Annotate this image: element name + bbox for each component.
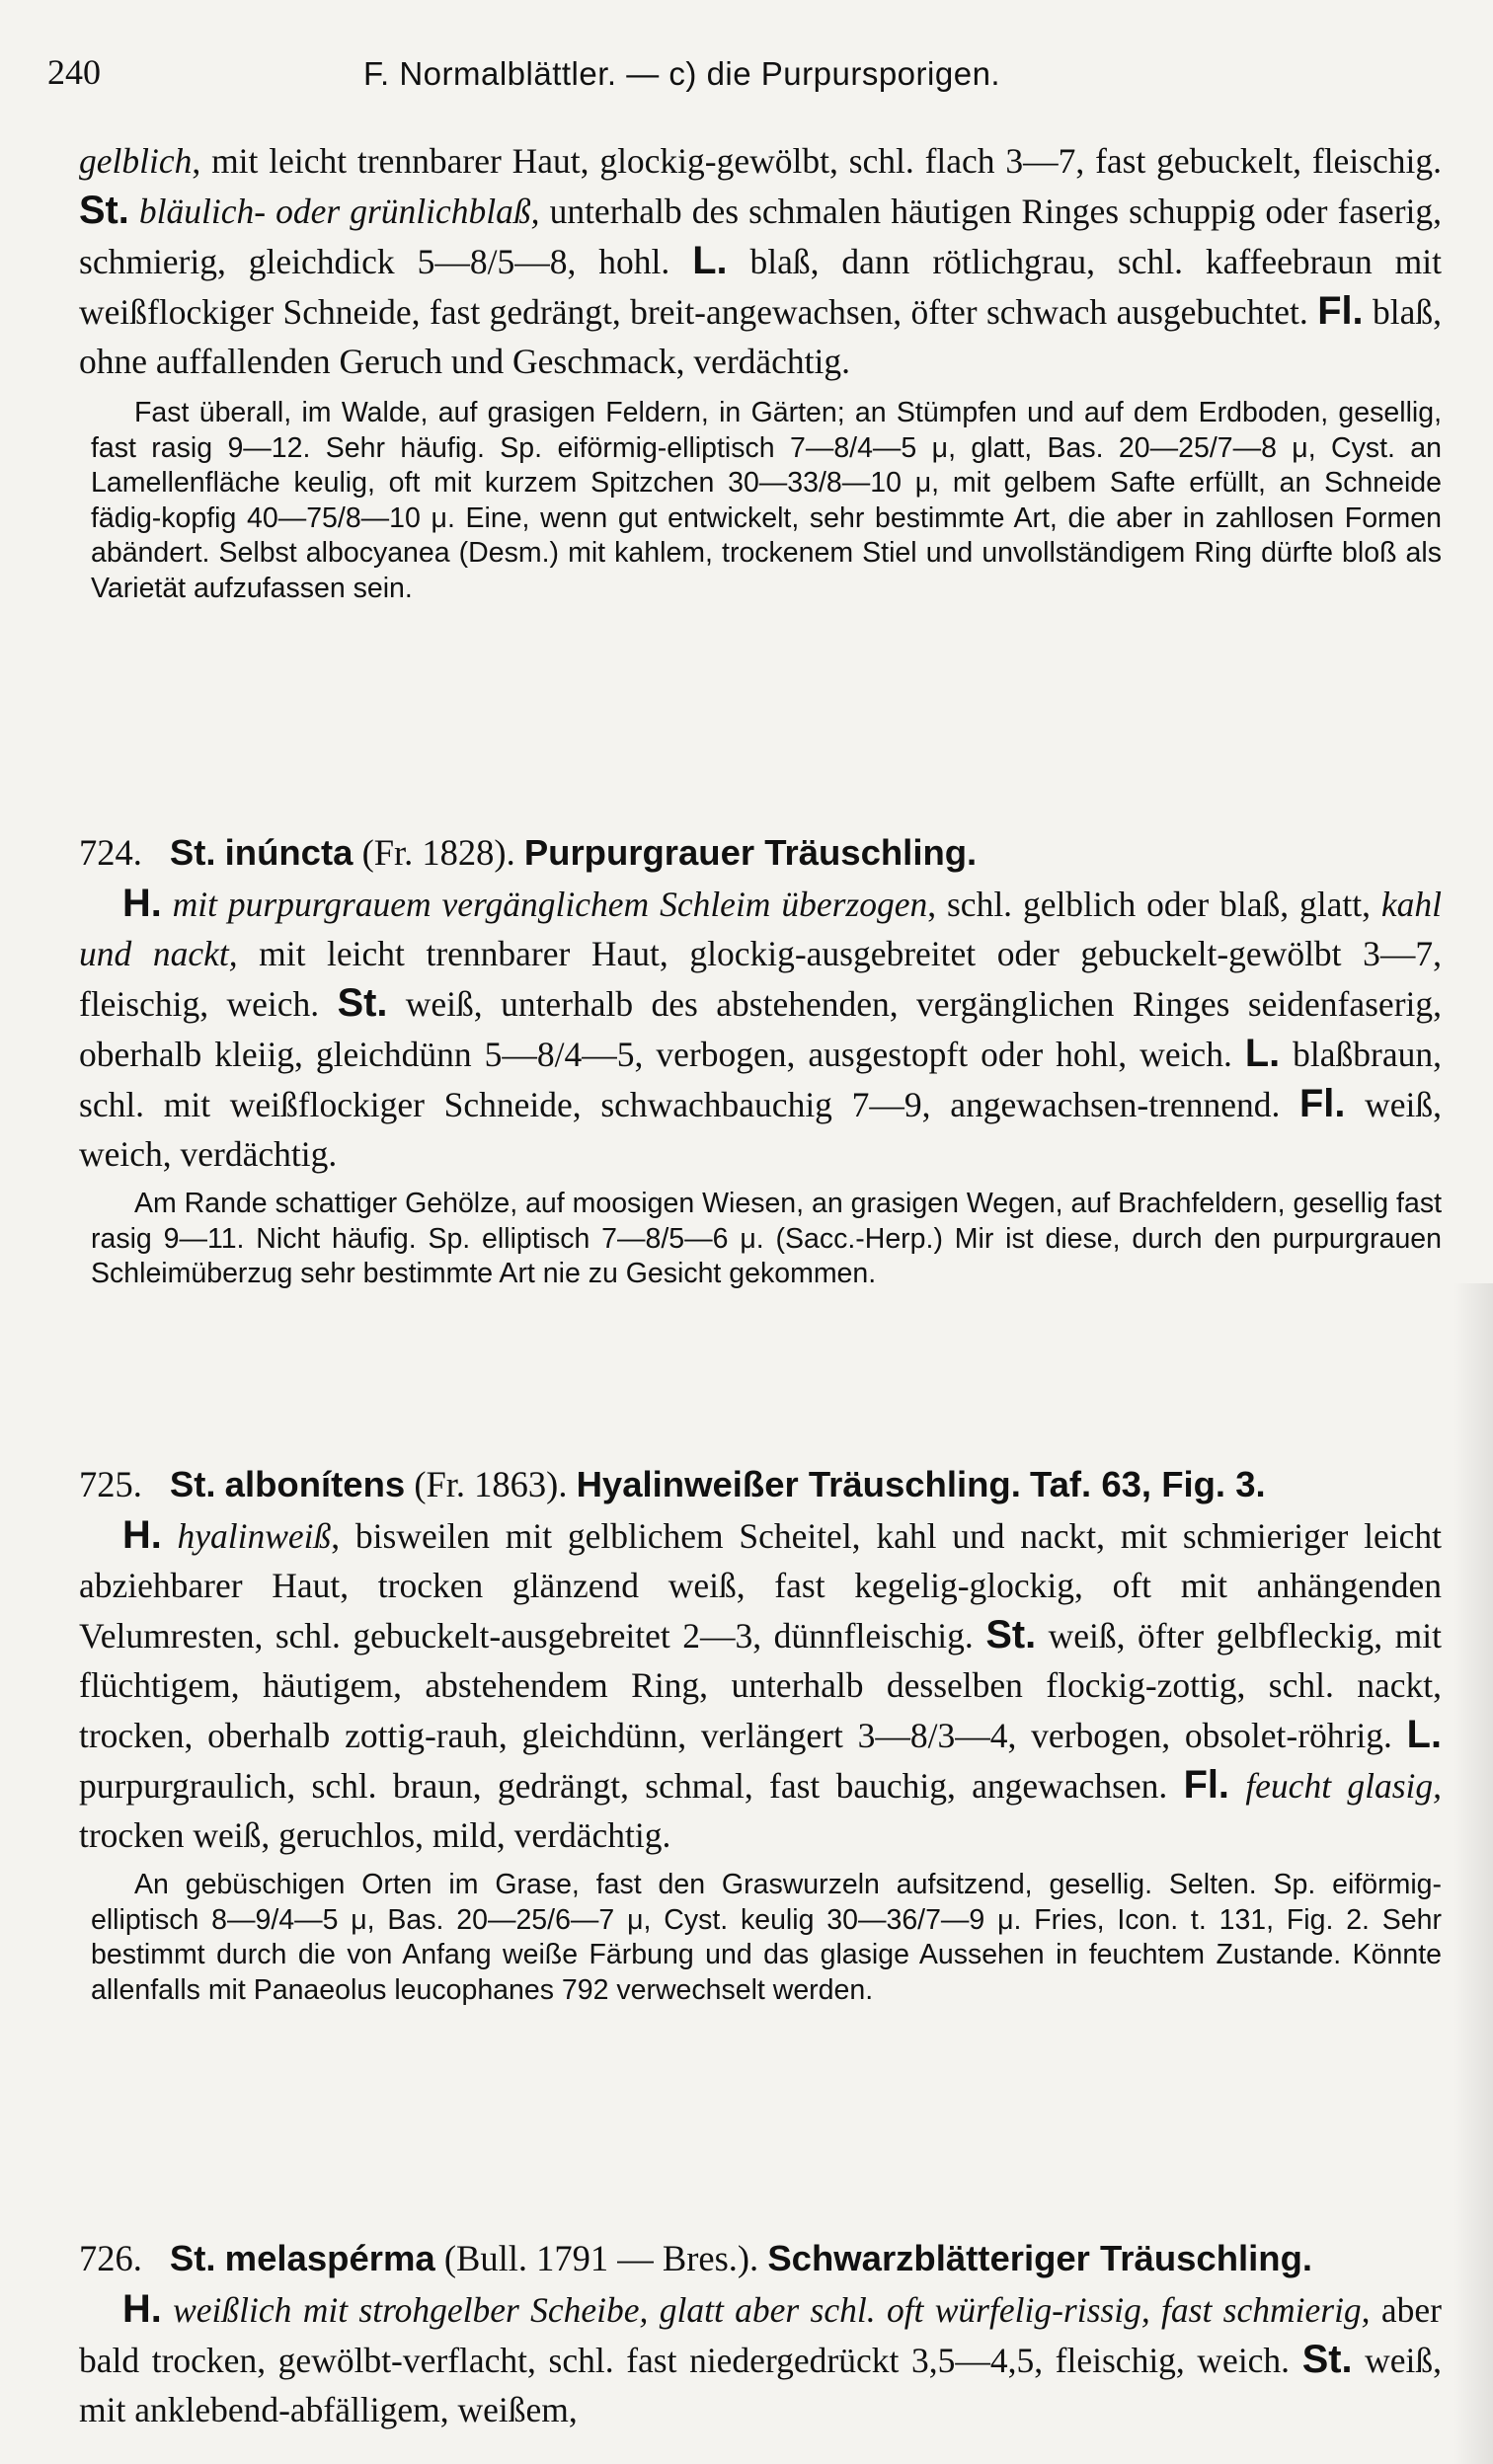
continued-description [79,136,1442,386]
authority: (Fr. 1863). [414,1464,568,1504]
gills-label: L. [692,239,728,282]
cap-description-italic: gelblich [79,141,193,181]
cap-description-italic: mit purpurgrauem vergänglichem Schleim überzogen [172,885,928,924]
entry-724 [79,827,1442,1292]
entry-description [79,1510,1442,1860]
gills-description: blaßbraun, schl. mit weißflockiger Schneide, schwachbauchig 7—9, angewachsen-trennend. [79,1035,1443,1124]
genus: St. [169,1464,216,1504]
cap-description-italic-2: kahl und nackt, [79,885,1442,973]
entry-note: An gebüschigen Orten im Grase, fast den Graswurzeln aufsitzend, gesellig. Selten. Sp. eiförmig-elliptisch 8—9/4—5 μ, Bas. 20—25/6—7 μ, Cyst. keulig 30—36/7—9 μ. Fries, Icon. t. 131, Fig. 2. Sehr bestimmt durch die von Anfang weiße Färbung und das glasige Aussehen in feuchtem Zustande. Könnte allenfalls mit Panaeolus leucophanes 792 verwechselt werden. [91,1869,1442,2006]
cap-description: , bisweilen mit gelblichem Scheitel, kahl und nackt, mit schmieriger leicht abziehbarer Haut, trocken glänzend weiß, fast kegelig-glockig, oft mit anhängenden Velumresten, schl. gebuckelt-ausgebreitet 2—3, dünnfleischig. [79,1516,1442,1656]
continued-entry [79,136,1442,606]
stem-label: St. [1301,2338,1353,2381]
entry-number: 724. [79,832,142,873]
cap-label: H. [122,1513,162,1557]
entry-description [79,2284,1442,2434]
species-name: melaspérma [224,2238,435,2278]
flesh-description: blaß, ohne auffallenden Geruch und Geschmack, verdächtig. [79,292,1443,381]
entry-726 [79,2233,1442,2434]
cap-description: aber bald trocken, gewölbt-verflacht, schl. fast niedergedrückt 3,5—4,5, fleischig, weich. [79,2290,1442,2380]
continued-note: Fast überall, im Walde, auf grasigen Feldern, in Gärten; an Stümpfen und auf dem Erdboden, gesellig, fast rasig 9—12. Sehr häufig. Sp. eiförmig-elliptisch 7—8/4—5 μ, glatt, Bas. 20—25/7—8 μ, Cyst. an Lamellenfläche keulig, oft mit kurzem Spitzchen 30—33/8—10 μ, mit gelbem Safte erfüllt, an Schneide fädig-kopfig 40—75/8—10 μ. Eine, wenn gut entwickelt, sehr bestimmte Art, die aber in zahllosen Formen abändert. Selbst albocyanea (Desm.) mit kahlem, trockenem Stiel und unvollständigem Ring dürfte bloß als Varietät aufzufassen sein. [91,397,1442,604]
entry-heading [79,827,1442,879]
flesh-description: trocken weiß, geruchlos, mild, verdächtig. [79,1815,671,1855]
cap-description-italic: hyalinweiß [177,1516,332,1556]
genus: St. [169,2238,216,2278]
flesh-description-italic: feucht glasig, [1245,1766,1443,1806]
entry-number: 726. [79,2238,142,2278]
entry-description [79,879,1442,1179]
gills-label: L. [1406,1713,1442,1756]
stem-description: weiß, unterhalb des abstehenden, vergänglichen Ringes seidenfaserig, oberhalb kleiig, gleichdünn 5—8/4—5, verbogen, ausgestopft oder hohl, weich. [79,984,1442,1074]
stem-description: weiß, öfter gelbfleckig, mit flüchtigem, häutigem, abstehendem Ring, unterhalb desselben flockig-zottig, schl. nackt, trocken, oberhalb zottig-rauh, gleichdünn, verlängert 3—8/3—4, verbogen, obsolet-röhrig. [79,1616,1443,1755]
entry-725 [79,1459,1442,2008]
flesh-label: Fl. [1299,1082,1346,1125]
genus: St. [169,832,216,873]
gills-description: blaß, dann rötlichgrau, schl. kaffeebraun mit weißflockiger Schneide, fast gedrängt, breit-angewachsen, öfter schwach ausgebuchtet. [79,242,1443,332]
page-number: 240 [47,52,101,92]
stem-description: unterhalb des schmalen häutigen Ringes schuppig oder faserig, schmierig, gleichdick 5—8/5—8, hohl. [79,192,1443,281]
page-header [47,51,1434,101]
cap-description: , schl. gelblich oder blaß, glatt, [927,885,1381,924]
species-name: inúncta [224,832,354,873]
common-name: Schwarzblätteriger Träuschling. [767,2238,1313,2278]
cap-label: H. [122,2287,162,2331]
stem-label: St. [985,1613,1037,1656]
page-edge-shadow [1454,1283,1493,2464]
authority: (Fr. 1828). [361,832,515,873]
entry-heading [79,1459,1442,1510]
species-name: albonítens [224,1464,406,1504]
stem-description-italic: bläulich- oder grünlichblaß, [138,192,540,231]
plate-reference: Taf. 63, Fig. 3. [1030,1464,1266,1504]
entry-number: 725. [79,1464,142,1504]
stem-label: St. [79,189,129,232]
cap-description-italic: weißlich mit strohgelber Scheibe, glatt aber schl. oft würfelig-rissig, fast schmierig, [173,2290,1371,2330]
flesh-label: Fl. [1183,1763,1229,1807]
cap-label: H. [122,882,162,925]
gills-label: L. [1244,1032,1281,1075]
flesh-label: Fl. [1317,289,1364,333]
cap-description-2: mit leicht trennbarer Haut, glockig-ausgebreitet oder gebuckelt-gewölbt 3—7, fleischig, weich. [79,934,1442,1024]
entry-note: Am Rande schattiger Gehölze, auf moosigen Wiesen, an grasigen Wegen, auf Brachfeldern, gesellig fast rasig 9—11. Nicht häufig. Sp. elliptisch 7—8/5—6 μ. (Sacc.-Herp.) Mir ist diese, durch den purpurgrauen Schleimüberzug sehr bestimmte Art nie zu Gesicht gekommen. [91,1188,1442,1289]
common-name: Purpurgrauer Träuschling. [523,832,978,873]
common-name: Hyalinweißer Träuschling. [576,1464,1021,1504]
flesh-description: weiß, weich, verdächtig. [79,1085,1442,1174]
stem-label: St. [337,981,388,1025]
running-head: F. Normalblättler. — c) die Purpursporigen. [363,55,1001,92]
gills-description: purpurgraulich, schl. braun, gedrängt, schmal, fast bauchig, angewachsen. [79,1766,1168,1806]
authority: (Bull. 1791 — Bres.). [443,2238,759,2278]
stem-description: weiß, mit anklebend-abfälligem, weißem, [79,2341,1442,2429]
entry-heading [79,2233,1442,2284]
cap-description: , mit leicht trennbarer Haut, glockig-gewölbt, schl. flach 3—7, fast gebuckelt, fleischig. [192,141,1442,181]
